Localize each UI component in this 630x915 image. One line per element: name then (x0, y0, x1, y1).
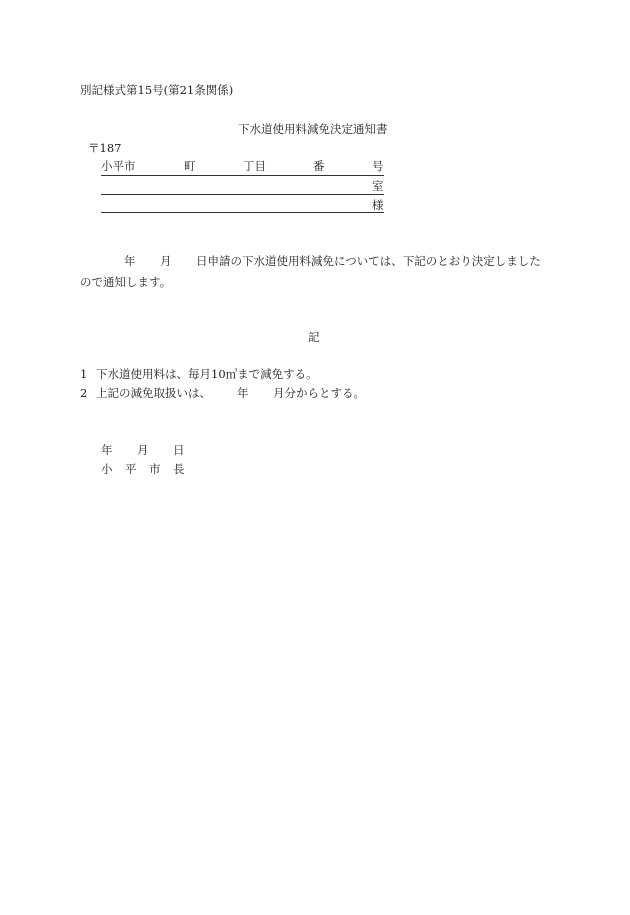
address-ban: 番 (313, 159, 325, 173)
body-year: 年 (124, 254, 136, 268)
signatory-char-3: 市 (149, 462, 161, 476)
signatory-char-2: 平 (125, 462, 137, 476)
document-title: 下水道使用料減免決定通知書 (238, 122, 388, 136)
address-line-3 (101, 212, 384, 213)
address-cho: 町 (184, 159, 196, 173)
body-line1-rest: 日申請の下水道使用料減免については、下記のとおり決定しました (196, 254, 541, 268)
address-room: 室 (372, 179, 384, 193)
issue-day: 日 (173, 443, 185, 457)
body-month: 月 (160, 254, 172, 268)
address-line-2 (101, 194, 384, 195)
item-2-text-after: 月分からとする。 (273, 386, 365, 400)
signatory-char-1: 小 (101, 462, 113, 476)
item-2-number: 2 (80, 386, 88, 400)
address-city: 小平市 (101, 159, 136, 173)
issue-year: 年 (101, 443, 113, 457)
body-line2: ので通知します。 (80, 275, 172, 289)
postal-code: 〒187 (88, 141, 122, 155)
address-sama: 様 (372, 198, 384, 212)
item-1-text: 下水道使用料は、毎月10㎥まで減免する。 (96, 367, 318, 381)
address-go: 号 (372, 159, 384, 173)
address-chome: 丁目 (243, 159, 266, 173)
signatory-char-4: 長 (173, 462, 185, 476)
form-label: 別記様式第15号(第21条関係) (80, 83, 234, 97)
item-2-text-before: 上記の減免取扱いは、 (96, 386, 211, 400)
item-1-number: 1 (80, 367, 88, 381)
item-2-year: 年 (237, 386, 249, 400)
address-line-1 (101, 175, 384, 176)
issue-month: 月 (137, 443, 149, 457)
ki-heading: 記 (308, 330, 320, 344)
